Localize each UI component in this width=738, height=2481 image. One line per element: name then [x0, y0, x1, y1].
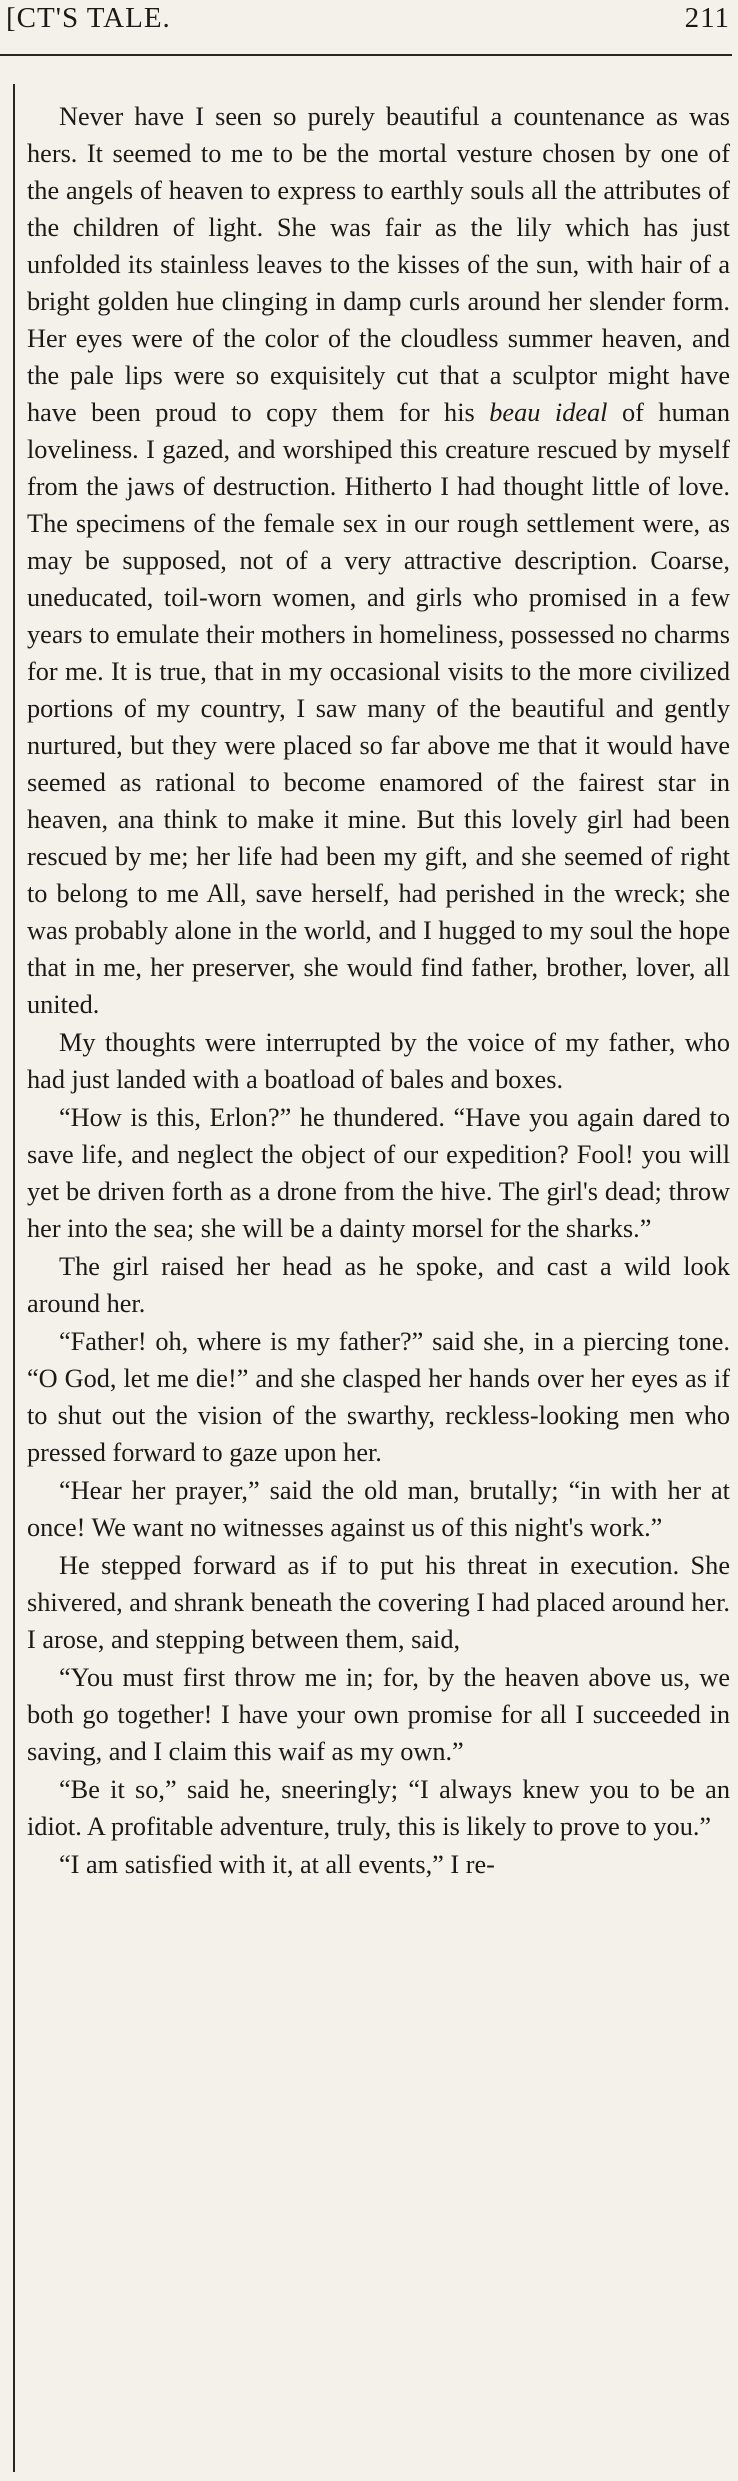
paragraph-text: Never have I seen so purely beautiful a countenance as was hers. It seemed to me to be the mortal vesture chosen by one of the angels of heaven to express to earthly souls all the attributes of the children of light. She was fair as the lily which has just unfolded its stainless leaves to the kisses of the sun, with hair of a bright golden hue clinging in damp curls around her slender form. Her eyes were of the color of the cloudless summer heaven, and the pale lips were so exquisitely cut that a sculptor might have have been proud to copy them for his [27, 102, 730, 427]
running-header [6, 2, 730, 52]
paragraph: “How is this, Erlon?” he thundered. “Have you again dared to save life, and neglect the object of our expedition? Fool! you will yet be driven forth as a drone from the hive. The girl's dead; throw her into the sea; she will be a dainty morsel for the sharks.” [27, 1103, 730, 1243]
text-column [27, 98, 730, 1884]
paragraph: “I am satisfied with it, at all events,” I re- [59, 1850, 495, 1879]
italic-phrase: beau ideal [489, 398, 608, 427]
running-title: [CT'S TALE. [6, 2, 171, 34]
paragraph: My thoughts were interrupted by the voice of my father, who had just landed with a boatload of bales and boxes. [27, 1028, 730, 1094]
page-number: 211 [684, 2, 730, 34]
paragraph: “Father! oh, where is my father?” said she, in a piercing tone. “O God, let me die!” and she clasped her hands over her eyes as if to shut out the vision of the swarthy, reckless-looking men who pressed forward to gaze upon her. [27, 1327, 730, 1467]
paragraph: The girl raised her head as he spoke, and cast a wild look around her. [27, 1252, 730, 1318]
paragraph: “Be it so,” said he, sneeringly; “I always knew you to be an idiot. A profitable adventure, truly, this is likely to prove to you.” [27, 1775, 730, 1841]
paragraph-text: of human loveliness. I gazed, and worshiped this creature rescued by myself from the jaws of destruction. Hitherto I had thought little of love. The specimens of the female sex in our rough settlement were, as may be supposed, not of a very attractive description. Coarse, uneducated, toil-worn women, and girls who promised in a few years to emulate their mothers in homeliness, possessed no charms for me. It is true, that in my occasional visits to the more civilized portions of my country, I saw many of the beautiful and gently nurtured, but they were placed so far above me that it would have seemed as rational to become enamored of the fairest star in heaven, ana think to make it mine. But this lovely girl had been rescued by me; her life had been my gift, and she seemed of right to belong to me All, save herself, had perished in the wreck; she was probably alone in the world, and I hugged to my soul the hope that in me, her preserver, she would find father, brother, lover, all united. [27, 398, 730, 1019]
header-rule [0, 54, 732, 56]
paragraph [27, 98, 730, 1023]
paragraph: “Hear her prayer,” said the old man, brutally; “in with her at once! We want no witnesses against us of this night's work.” [27, 1476, 730, 1542]
paragraph: He stepped forward as if to put his threat in execution. She shivered, and shrank beneath the covering I had placed around her. I arose, and stepping between them, said, [27, 1551, 730, 1654]
paragraph: “You must first throw me in; for, by the heaven above us, we both go together! I have your own promise for all I succeeded in saving, and I claim this waif as my own.” [27, 1663, 730, 1766]
column-rule [13, 84, 15, 2472]
